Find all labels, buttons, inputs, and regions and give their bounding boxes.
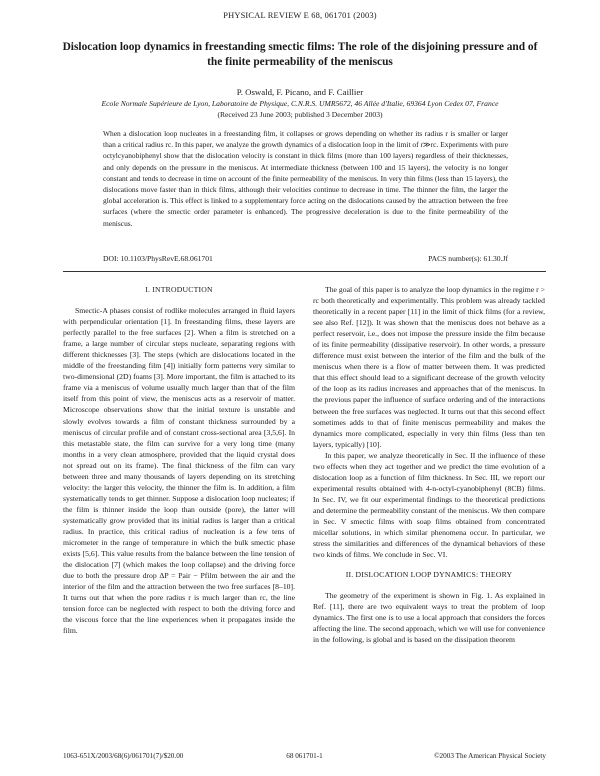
left-column — [63, 284, 295, 740]
right-column — [313, 284, 545, 740]
author-list: P. Oswald, F. Picano, and F. Caillier — [236, 87, 364, 97]
pacs-numbers: PACS number(s): 61.30.Jf — [428, 254, 508, 263]
footer-copyright: ©2003 The American Physical Society — [434, 752, 546, 760]
doi-link[interactable]: DOI: 10.1103/PhysRevE.68.061701 — [103, 254, 213, 263]
footer-issn: 1063-651X/2003/68(6)/061701(7)/$20.00 — [63, 752, 184, 760]
running-head: PHYSICAL REVIEW E 68, 061701 (2003) — [223, 11, 377, 20]
paragraph: In this paper, we analyze theoretically in Sec. II the influence of these two effects when they act together and we predict the time evolution of a dislocation loop as a function of film thickness. In Sec. III, we report our experimental results obtained with 4-n-octyl-cyanobiphenyl (8CB) films. In Sec. IV, we fit our experimental findings to the theoretical predictions and determine the permeability constant of the meniscus. We then compare in Sec. V smectic films with soap films obtained from concentrated micellar solutions, in which similar phenomena occur. In particular, we stress the similarities and differences of the dynamical behaviors of these two kinds of films. We conclude in Sec. VI. — [313, 450, 545, 560]
received-dates: (Received 23 June 2003; published 3 December 2003) — [217, 110, 383, 119]
paragraph: The goal of this paper is to analyze the loop dynamics in the regime r > rc both theoretically and experimentally. This problem was already tackled theoretically in a recent paper [11] in the limit of thick films (for a review, see also Ref. [12]). It was shown that the meniscus does not behave as a perfect reservoir, i.e., does not impose the pressure inside the film because of its finite permeability (dissipative reservoir). In other words, a pressure difference must exist between the interior of the film and the bulk of the meniscus when there is a flow of matter between them. It was predicted that this effect should lead to a significant decrease of the growth velocity of the loop as its radius increases and approaches that of the meniscus. In the previous paper the influence of surface ordering and of the interactions between the free surfaces was neglected. It turns out that this second effect sometimes adds to that of finite meniscus permeability and makes the dynamics more complicated, especially in very thin films (less than ten layers, typically) [10]. — [313, 285, 545, 449]
section-heading-introduction: I. INTRODUCTION — [145, 285, 213, 294]
footer-page-number: 68 061701-1 — [286, 752, 323, 760]
section-heading-theory: II. DISLOCATION LOOP DYNAMICS: THEORY — [345, 570, 513, 580]
paragraph: Smectic-A phases consist of rodlike molecules arranged in fluid layers with perpendicular orientation [1]. In freestanding films, these layers are perfectly parallel to the free surfaces [2]. When a film is stretched on a frame, a large number of circular steps nucleate, separating regions with different thicknesses [3]. The steps (which are dislocations located in the middle of the freestanding film [4]) initially form patterns very similar to two-dimensional (2D) foams [3]. More important, the film is attached to its frame via a meniscus of volume usually much larger than that of the film itself from this point of view, the meniscus acts as a reservoir of matter. Microscope observations show that the initial texture is unstable and slowly evolves towards a film of constant thickness surrounded by a meniscus of circular profile and of constant cross-sectional area [3,5,6]. In this metastable state, the film can survive for a very long time (many months in a very clean atmosphere, provided that the liquid crystal does not spread out on its frame). The final thickness of the film can vary between three and many thousands of layers depending on its stretching velocity: the larger this velocity, the thinner the film is. In addition, a film systematically tends to get thinner. Suppose a dislocation loop nucleates; if the film is thinner inside the loop than outside (pore), the latter will systematically grow provided that its initial radius is larger than a critical radius. In practice, this critical radius of nucleation is a few tens of micrometer in the range of temperature in which the bulk smectic phase exists [5,6]. This value results from the balance between the line tension of the dislocation [7] (which makes the loop collapse) and the driving force due to both the pressure drop ΔP = Pair − Pfilm between the air and the interior of the film and the attraction between the two free surfaces [8–10]. It turns out that when the pore radius r is much larger than rc, the line tension force can be neglected with respect to both the driving force and the viscous force that the line experiences when it propagates inside the film. — [63, 306, 295, 636]
affiliation: Ecole Normale Supérieure de Lyon, Laboratoire de Physique, C.N.R.S. UMR5672, 46 Allée d'Italie, 69364 Lyon Cedex 07, France — [101, 99, 499, 108]
abstract: When a dislocation loop nucleates in a freestanding film, it collapses or grows depending on whether its radius r is smaller or larger than a critical radius rc. In this paper, we analyze the growth dynamics of a dislocation loop in the limit of r≫rc. Experiments with pure octylcyanobiphenyl show that the dislocation velocity is constant in thick films (more than 100 layers) regardless of their thicknesses, and only depends on the pressure in the meniscus. At intermediate thickness (between 100 and 15 layers), the velocity is no longer constant and tends to decrease in time on account of the finite permeability of the meniscus. In very thin films (less than 15 layers), the dislocations move faster than in thick films, although their velocities continue to decrease in time. The thinner the film, the larger the global acceleration is. This effect is linked to a supplementary force acting on the dislocations caused by the attraction between the free surfaces (where the smectic order parameter is enhanced). The progressive deceleration is due to the finite permeability of the meniscus. — [103, 129, 508, 228]
paragraph: The geometry of the experiment is shown in Fig. 1. As explained in Ref. [11], there are two equivalent ways to treat the problem of loop dynamics. The first one is to use a local approach that considers the forces affecting the line. The second approach, which we will use for convenience in the following, is global and is based on the dissipation theorem — [313, 591, 545, 645]
section-divider — [63, 271, 546, 272]
paper-title: Dislocation loop dynamics in freestanding smectic films: The role of the disjoining pressure and of the finite permeability of the meniscus — [62, 41, 538, 68]
